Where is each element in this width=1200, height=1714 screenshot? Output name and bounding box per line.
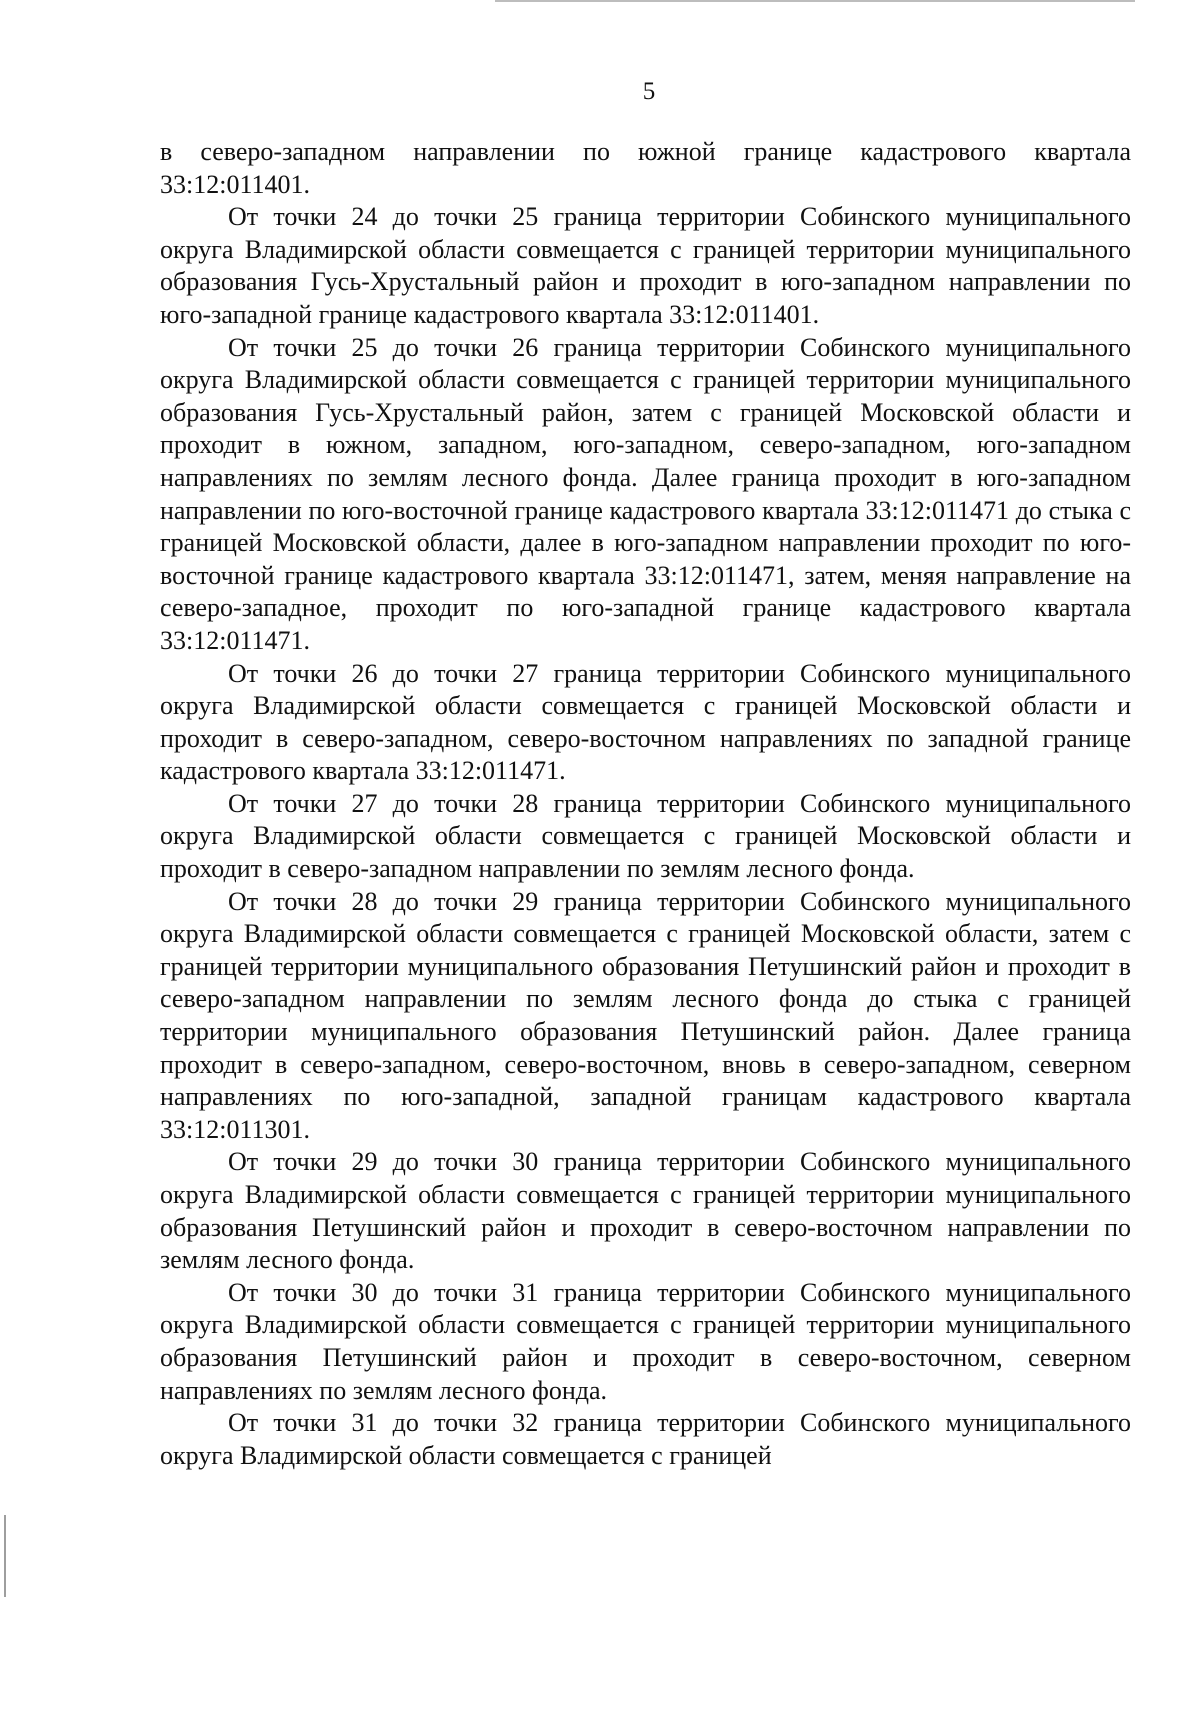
paragraph-points-24-25: От точки 24 до точки 25 граница территории Собинского муниципального округа Владимирской области совмещается с границей территории муниципального образования Гусь-Хрустальный район и проходит в юго-западном направлении по юго-западной границе кадастрового квартала 33:12:011401. (160, 202, 1131, 329)
paragraph-points-28-29: От точки 28 до точки 29 граница территории Собинского муниципального округа Владимирской области совмещается с границей Московской области, затем с границей территории муниципального образования Петушинский район и проходит в северо-западном направлении по землям лесного фонда до стыка с границей территории муниципального образования Петушинский район. Далее граница проходит в северо-западном, северо-восточном, вновь в северо-западном, северном направлениях по юго-западной, западной границам кадастрового квартала 33:12:011301. (160, 886, 1131, 1144)
body-text (160, 136, 1131, 1472)
paragraph-points-31-32: От точки 31 до точки 32 граница территории Собинского муниципального округа Владимирской области совмещается с границей (160, 1408, 1131, 1470)
paragraph-points-30-31: От точки 30 до точки 31 граница территории Собинского муниципального округа Владимирской области совмещается с границей территории муниципального образования Петушинский район и проходит в северо-восточном, северном направлениях по землям лесного фонда. (160, 1277, 1131, 1405)
paragraph-continuation: в северо-западном направлении по южной границе кадастрового квартала 33:12:011401. (160, 137, 1131, 199)
paragraph-points-27-28: От точки 27 до точки 28 граница территории Собинского муниципального округа Владимирской области совмещается с границей Московской области и проходит в северо-западном направлении по землям лесного фонда. (160, 788, 1131, 884)
page-number: 5 (642, 78, 656, 105)
paragraph-points-25-26: От точки 25 до точки 26 граница территории Собинского муниципального округа Владимирской области совмещается с границей территории муниципального образования Гусь-Хрустальный район, затем с границей Московской области и проходит в южном, западном, юго-западном, северо-западном, юго-западном направлениях по землям лесного фонда. Далее граница проходит в юго-западном направлении по юго-восточной границе кадастрового квартала 33:12:011471 до стыка с границей Московской области, далее в юго-западном направлении проходит по юго-восточной границе кадастрового квартала 33:12:011471, затем, меняя направление на северо-западное, проходит по юго-западной границе кадастрового квартала 33:12:011471. (160, 332, 1131, 655)
scan-edge-top (495, 0, 1135, 2)
paragraph-points-26-27: От точки 26 до точки 27 граница территории Собинского муниципального округа Владимирской области совмещается с границей Московской области и проходит в северо-западном, северо-восточном направлениях по западной границе кадастрового квартала 33:12:011471. (160, 658, 1131, 786)
paragraph-points-29-30: От точки 29 до точки 30 граница территории Собинского муниципального округа Владимирской области совмещается с границей территории муниципального образования Петушинский район и проходит в северо-восточном направлении по землям лесного фонда. (160, 1147, 1131, 1275)
scan-edge-left (4, 1515, 6, 1597)
